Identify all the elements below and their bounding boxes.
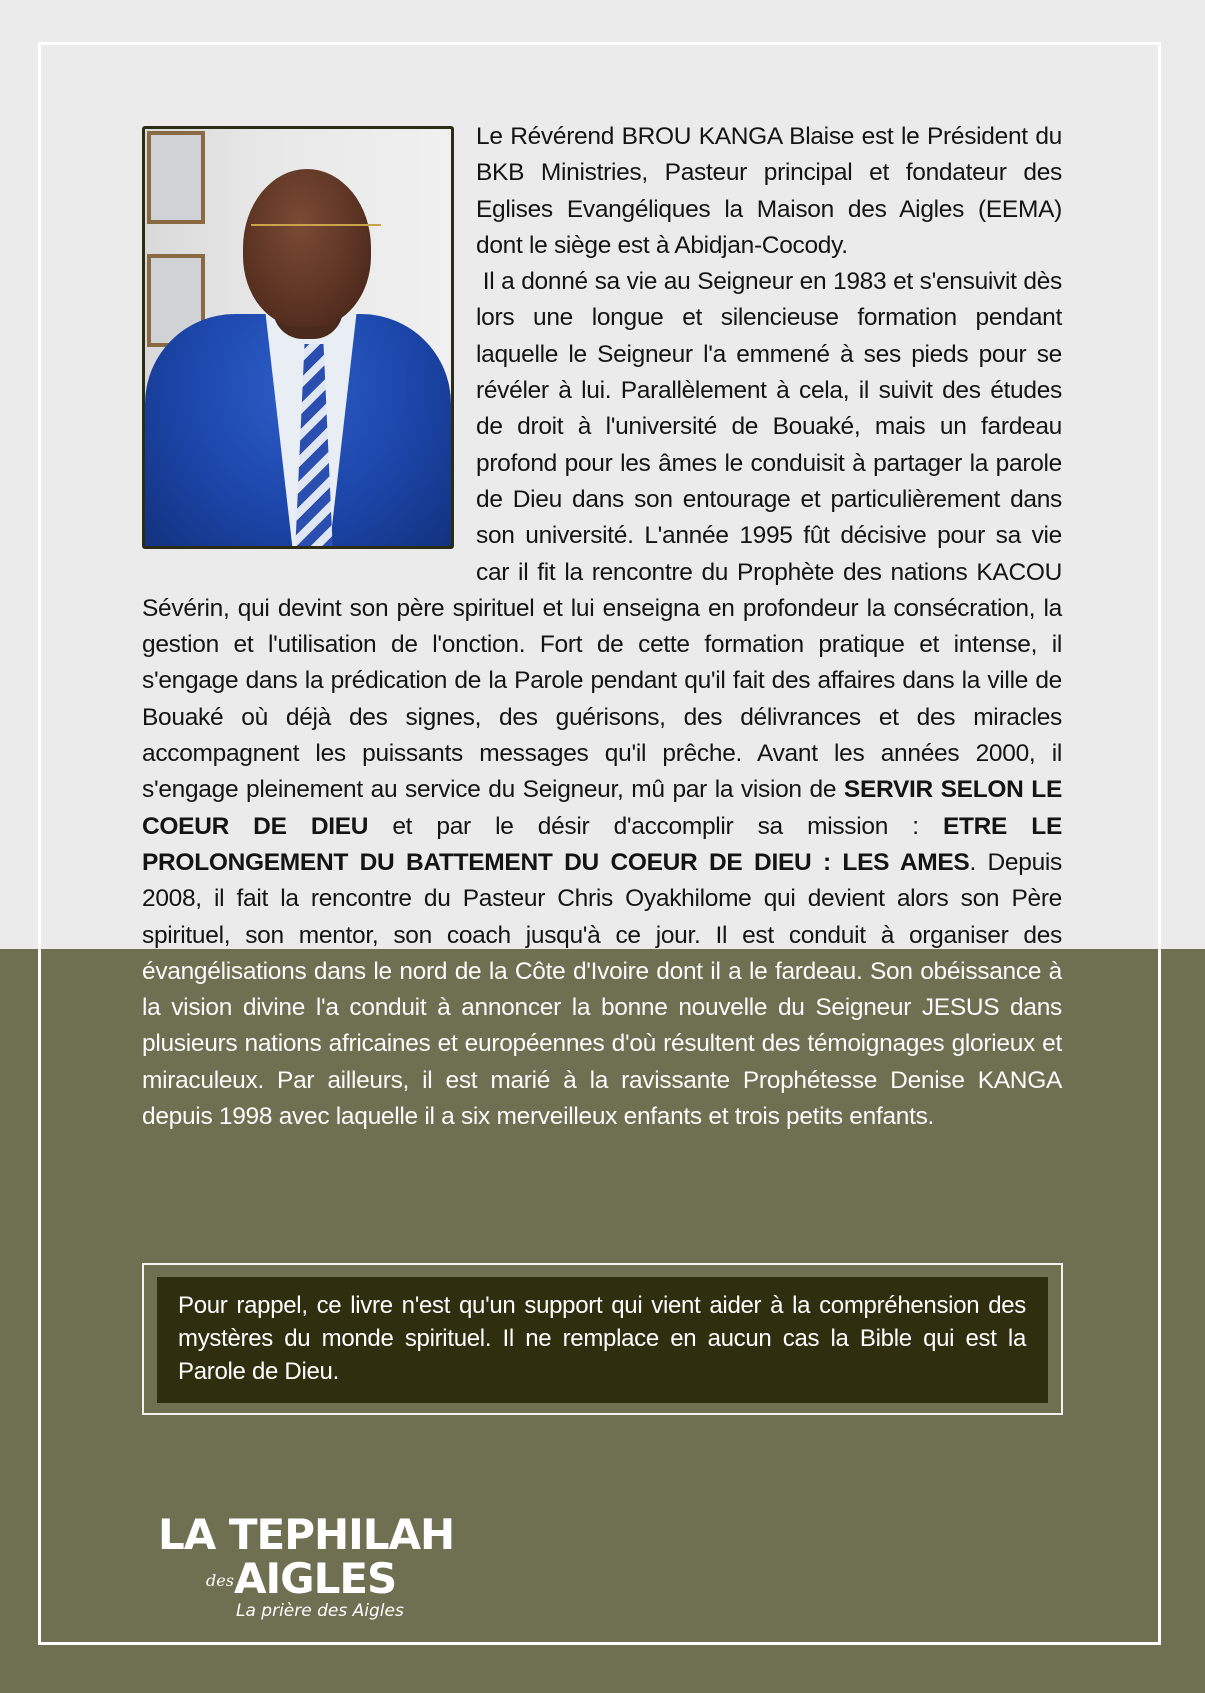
bold-mission: ETRE LE PROLONGEMENT DU BATTEMENT DU COEUR DE DIEU : LES AMES	[142, 812, 1063, 876]
wall-frame	[147, 131, 205, 224]
book-logo	[158, 1512, 488, 1622]
logo-subtitle	[158, 1554, 488, 1603]
head	[243, 169, 371, 327]
biography-paragraph-1: Le Révérend BROU KANGA Blaise est le Président du BKB Ministries, Pasteur principal et fondateur des Eglises Evangéliques la Maison des Aigles (EEMA) dont le siège est à Abidjan-Cocody.	[476, 123, 1062, 259]
bold-vision: SERVIR SELON LE COEUR DE DIEU	[142, 776, 1062, 840]
notice-text: Pour rappel, ce livre n'est qu'un support qui vient aider à la compréhension des mystères du monde spirituel. Il ne remplace en aucun cas la Bible qui est la Parole de Dieu.	[178, 1292, 1026, 1385]
logo-des: des	[206, 1571, 234, 1590]
author-portrait	[142, 126, 454, 549]
text-segment: . Depuis 2008, il fait la rencontre du Pasteur Chris Oyakhilome qui devient alors son Père spirituel, son mentor, son coach jusqu'à ce jour. Il est conduit à organiser des évangélisations dans le nord de la Côte d'Ivoire dont il a le fardeau. Son obéissance à la vision divine l'a conduit à annoncer la bonne nouvelle du Seigneur JESUS dans plusieurs nations africaines et européennes d'où résultent des témoignages glorieux et miraculeux. Par ailleurs, il est marié à la ravissante Prophétesse Denise KANGA depuis 1998 avec laquelle il a six merveilleux enfants et trois petits enfants.	[142, 848, 1062, 1131]
text-segment: Il a donné sa vie au Seigneur en 1983 et s'ensuivit dès lors une longue et silencieuse formation pendant laquelle le Seigneur l'a emmené à ses pieds pour se révéler à lui. Parallèlement à cela, il suivit des études de droit à l'université de Bouaké, mais un fardeau profond pour les âmes le conduisit à partager la parole de Dieu dans son entourage et particulièrement dans son université. L'année 1995 fût décisive pour sa vie car il fit la rencontre du Prophète des nations KACOU Sévérin, qui devint son père spirituel et lui enseigna en profondeur la consécration, la gestion et l'utilisation de l'onction. Fort de cette formation pratique et intense, il s'engage dans la prédication de la Parole pendant qu'il fait des affaires dans la ville de Bouaké où déjà des signes, des guérisons, des délivrances et des miracles accompagnent les puissants messages qu'il prêche. Avant les années 2000, il s'engage pleinement au service du Seigneur, mû par la vision de	[142, 268, 1062, 804]
logo-aigles: AIGLES	[234, 1554, 397, 1603]
logo-title: LA TEPHILAH	[158, 1510, 455, 1559]
glasses	[251, 224, 381, 240]
logo-tagline: La prière des Aigles	[236, 1601, 404, 1621]
notice-box	[157, 1277, 1048, 1403]
text-segment: et par le désir d'accomplir sa mission :	[368, 812, 943, 840]
